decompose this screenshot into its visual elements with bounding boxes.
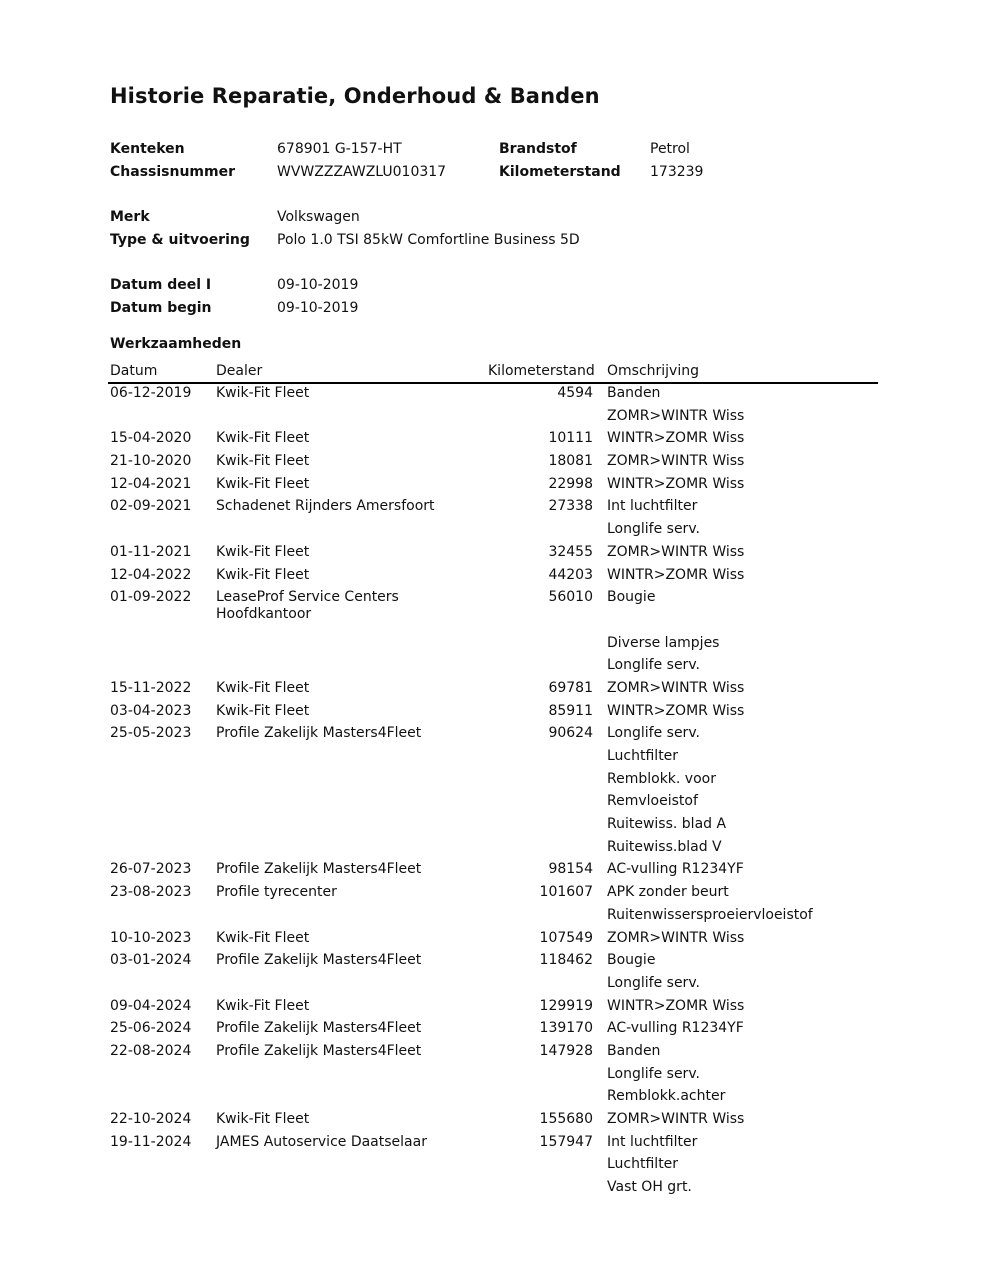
row-kilometerstand: 139170 [539,1020,593,1037]
row-dealer: Profile Zakelijk Masters4Fleet [216,861,422,878]
row-dealer: Profile Zakelijk Masters4Fleet [216,1042,422,1059]
row-kilometerstand: 10111 [548,430,593,447]
row-omschrijving-item: ZOMR>WINTR Wiss [607,453,745,470]
table-row [108,998,878,1021]
row-dealer: JAMES Autoservice Daatselaar [216,1133,427,1150]
row-dealer: Profile Zakelijk Masters4Fleet [216,1020,422,1037]
chassis-value: WVWZZZAWZLU010317 [277,164,447,180]
werkzaamheden-heading: Werkzaamheden [110,336,242,352]
row-omschrijving-item: ZOMR>WINTR Wiss [607,679,745,696]
table-row [108,930,878,953]
row-omschrijving-item: Bougie [607,589,656,606]
row-omschrijving-item: WINTR>ZOMR Wiss [607,997,745,1014]
row-omschrijving-item: ZOMR>WINTR Wiss [607,407,745,424]
row-omschrijving-item: Ruitewiss.blad V [607,838,722,855]
werkzaamheden-table [108,362,878,1202]
row-omschrijving-item: WINTR>ZOMR Wiss [607,702,745,719]
row-kilometerstand: 90624 [548,725,593,742]
table-row [108,1134,878,1202]
row-omschrijving-item: Vast OH grt. [607,1179,692,1196]
row-date: 19-11-2024 [110,1133,192,1150]
row-omschrijving-list [607,1134,878,1202]
row-date: 25-06-2024 [110,1020,192,1037]
row-omschrijving-item: ZOMR>WINTR Wiss [607,1111,745,1127]
table-row [108,703,878,726]
row-dealer: Kwik-Fit Fleet [216,997,310,1014]
row-date: 23-08-2023 [110,884,192,901]
table-body [108,385,878,1202]
row-omschrijving-item: Remblokk.achter [607,1088,726,1105]
row-omschrijving-item: Bougie [607,952,656,969]
row-omschrijving-list [607,476,878,499]
row-omschrijving-item: Luchtfilter [607,748,679,764]
row-omschrijving-item: Banden [607,1042,661,1059]
row-dealer: Schadenet Rijnders Amersfoort [216,498,435,515]
row-kilometerstand: 129919 [539,997,593,1014]
row-omschrijving-list [607,725,878,861]
row-spacer [607,612,878,635]
row-date: 12-04-2021 [110,475,192,492]
row-kilometerstand: 147928 [539,1042,593,1059]
row-date: 22-08-2024 [110,1042,192,1059]
col-omschrijving-header: Omschrijving [607,363,699,379]
table-row [108,1043,878,1111]
row-omschrijving-item: Longlife serv. [607,725,700,742]
row-omschrijving-item: Diverse lampjes [607,634,720,651]
row-dealer: Kwik-Fit Fleet [216,1111,310,1127]
row-omschrijving-list [607,861,878,884]
row-omschrijving-list [607,1020,878,1043]
row-omschrijving-item: Longlife serv. [607,1065,700,1082]
table-row [108,453,878,476]
row-kilometerstand: 155680 [539,1111,593,1127]
merk-value: Volkswagen [277,209,360,225]
row-omschrijving-item: Ruitenwissersproeiervloeistof [607,906,813,923]
table-row [108,498,878,543]
row-omschrijving-list [607,884,878,929]
kilometerstand-value: 173239 [650,164,704,180]
row-omschrijving-item: ZOMR>WINTR Wiss [607,929,745,946]
col-dealer-header: Dealer [216,363,263,379]
row-kilometerstand: 85911 [548,702,593,719]
row-omschrijving-item: AC-vulling R1234YF [607,861,744,878]
row-date: 06-12-2019 [110,385,192,401]
row-omschrijving-item: WINTR>ZOMR Wiss [607,475,745,492]
table-row [108,589,878,680]
table-row [108,680,878,703]
datum-begin-value: 09-10-2019 [277,300,359,316]
page-title: Historie Reparatie, Onderhoud & Banden [110,84,600,108]
datum-deel-value: 09-10-2019 [277,277,359,293]
row-omschrijving-list [607,544,878,567]
chassis-label: Chassisnummer [110,164,235,180]
row-omschrijving-list [607,1111,878,1134]
row-omschrijving-list [607,703,878,726]
row-kilometerstand: 56010 [548,589,593,606]
row-dealer: Profile Zakelijk Masters4Fleet [216,952,422,969]
type-label: Type & uitvoering [110,232,250,248]
row-omschrijving-item: Remvloeistof [607,793,698,810]
row-kilometerstand: 157947 [539,1133,593,1150]
col-kilometerstand-header: Kilometerstand [488,363,595,379]
table-row [108,725,878,861]
row-omschrijving-list [607,589,878,680]
row-omschrijving-item: AC-vulling R1234YF [607,1020,744,1037]
table-row [108,567,878,590]
datum-begin-label: Datum begin [110,300,212,316]
row-date: 02-09-2021 [110,498,192,515]
row-date: 22-10-2024 [110,1111,192,1127]
row-omschrijving-list [607,680,878,703]
row-omschrijving-item: Remblokk. voor [607,770,716,787]
row-dealer: Kwik-Fit Fleet [216,543,310,560]
row-omschrijving-list [607,567,878,590]
row-dealer: Profile tyrecenter [216,884,337,901]
row-kilometerstand: 22998 [548,475,593,492]
row-kilometerstand: 4594 [557,385,593,401]
row-date: 21-10-2020 [110,453,192,470]
row-omschrijving-item: Int luchtfilter [607,498,698,515]
row-dealer: Kwik-Fit Fleet [216,475,310,492]
kenteken-label: Kenteken [110,141,185,157]
brandstof-value: Petrol [650,141,690,157]
row-dealer: LeaseProf Service Centers Hoofdkantoor [216,589,399,622]
row-omschrijving-item: Longlife serv. [607,657,700,674]
row-date: 15-11-2022 [110,679,192,696]
kilometerstand-label: Kilometerstand [499,164,621,180]
row-omschrijving-list [607,998,878,1021]
row-date: 03-04-2023 [110,702,192,719]
row-kilometerstand: 118462 [539,952,593,969]
row-omschrijving-item: APK zonder beurt [607,884,729,901]
table-row [108,385,878,430]
brandstof-label: Brandstof [499,141,577,157]
table-header [108,362,878,384]
row-omschrijving-list [607,453,878,476]
row-omschrijving-list [607,930,878,953]
row-dealer: Profile Zakelijk Masters4Fleet [216,725,422,742]
row-dealer: Kwik-Fit Fleet [216,929,310,946]
row-date: 25-05-2023 [110,725,192,742]
row-kilometerstand: 98154 [548,861,593,878]
row-omschrijving-list [607,385,878,430]
merk-label: Merk [110,209,150,225]
row-omschrijving-item: Longlife serv. [607,521,700,538]
row-omschrijving-item: Banden [607,385,661,401]
row-kilometerstand: 44203 [548,566,593,583]
row-date: 09-04-2024 [110,997,192,1014]
row-omschrijving-item: ZOMR>WINTR Wiss [607,543,745,560]
row-omschrijving-list [607,1043,878,1111]
row-omschrijving-item: WINTR>ZOMR Wiss [607,430,745,447]
row-dealer: Kwik-Fit Fleet [216,453,310,470]
row-dealer: Kwik-Fit Fleet [216,702,310,719]
table-row [108,884,878,929]
row-date: 01-11-2021 [110,543,192,560]
row-omschrijving-item: WINTR>ZOMR Wiss [607,566,745,583]
row-date: 12-04-2022 [110,566,192,583]
kenteken-value: 678901 G-157-HT [277,141,402,157]
table-row [108,544,878,567]
row-omschrijving-item: Longlife serv. [607,974,700,991]
row-date: 03-01-2024 [110,952,192,969]
row-omschrijving-list [607,952,878,997]
row-dealer: Kwik-Fit Fleet [216,430,310,447]
table-row [108,861,878,884]
row-date: 15-04-2020 [110,430,192,447]
row-kilometerstand: 101607 [539,884,593,901]
row-omschrijving-item: Ruitewiss. blad A [607,816,727,833]
table-row [108,1020,878,1043]
row-date: 26-07-2023 [110,861,192,878]
row-dealer: Kwik-Fit Fleet [216,385,310,401]
row-kilometerstand: 32455 [548,543,593,560]
table-row [108,1111,878,1134]
row-date: 01-09-2022 [110,589,192,606]
row-omschrijving-list [607,498,878,543]
row-date: 10-10-2023 [110,929,192,946]
type-value: Polo 1.0 TSI 85kW Comfortline Business 5D [277,232,580,248]
row-kilometerstand: 107549 [539,929,593,946]
row-kilometerstand: 69781 [548,679,593,696]
col-datum-header: Datum [110,363,158,379]
datum-deel-label: Datum deel I [110,277,212,293]
row-omschrijving-item: Int luchtfilter [607,1133,698,1150]
row-dealer: Kwik-Fit Fleet [216,566,310,583]
row-kilometerstand: 18081 [548,453,593,470]
row-dealer: Kwik-Fit Fleet [216,679,310,696]
table-row [108,430,878,453]
table-row [108,952,878,997]
row-omschrijving-item: Luchtfilter [607,1156,679,1173]
table-row [108,476,878,499]
row-kilometerstand: 27338 [548,498,593,515]
row-omschrijving-list [607,430,878,453]
